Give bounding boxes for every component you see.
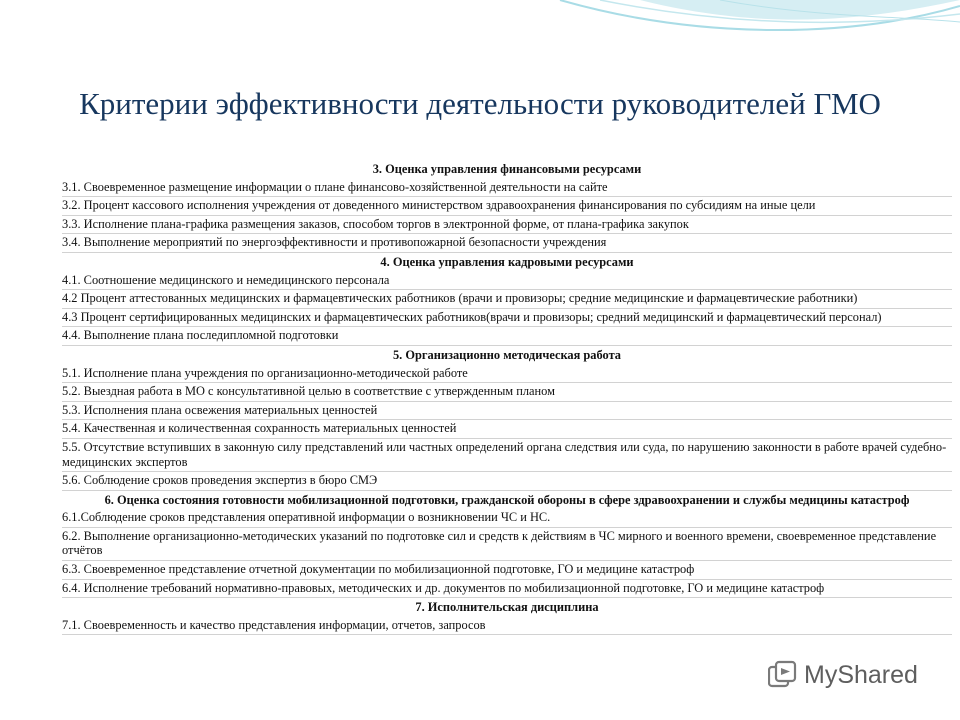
section-heading: 6. Оценка состояния готовности мобилизационной подготовки, гражданской обороны в сфере здравоохранении и службы медицины катастроф <box>104 492 910 507</box>
criterion-row: 5.3. Исполнения плана освежения материальных ценностей <box>62 402 952 421</box>
section-financial-resources <box>62 162 952 253</box>
criterion-row: 6.4. Исполнение требований нормативно-правовых, методических и др. документов по мобилизационной подготовке, ГО и медицине катастроф <box>62 580 952 599</box>
criterion-row: 7.1. Своевременность и качество представления информации, отчетов, запросов <box>62 617 952 636</box>
slide-title: Критерии эффективности деятельности руководителей ГМО <box>79 86 881 121</box>
criterion-row: 6.3. Своевременное представление отчетной документации по мобилизационной подготовке, ГО и медицине катастроф <box>62 561 952 580</box>
criterion-row: 4.4. Выполнение плана последипломной подготовки <box>62 327 952 346</box>
watermark-text: MyShared <box>804 660 918 689</box>
section-heading: 7. Исполнительская дисциплина <box>415 600 599 615</box>
criterion-row: 3.4. Выполнение мероприятий по энергоэффективности и противопожарной безопасности учреждения <box>62 234 952 253</box>
criterion-row: 3.2. Процент кассового исполнения учреждения от доведенного министерством здравоохранения финансирования по субсидиям на иные цели <box>62 197 952 216</box>
criterion-row: 4.1. Соотношение медицинского и немедицинского персонала <box>62 272 952 291</box>
criterion-row: 5.6. Соблюдение сроков проведения экспертиз в бюро СМЭ <box>62 472 952 491</box>
myshared-watermark <box>768 657 918 693</box>
criteria-list <box>62 160 952 635</box>
criterion-row: 5.1. Исполнение плана учреждения по организационно-методической работе <box>62 365 952 384</box>
section-heading: 5. Организационно методическая работа <box>392 347 622 362</box>
criterion-row: 5.2. Выездная работа в МО с консультативной целью в соответствие с утвержденным планом <box>62 383 952 402</box>
section-methodical-work <box>62 348 952 491</box>
criterion-row: 5.5. Отсутствие вступивших в законную силу представлений или частных определений органа следствия или суда, по нарушению законности в работе врачей судебно-медицинских экспертов <box>62 439 952 472</box>
section-personnel-resources <box>62 255 952 346</box>
criterion-row: 4.3 Процент сертифицированных медицинских и фармацевтических работников(врачи и провизоры; средний медицинский и фармацевтический персонал) <box>62 309 952 328</box>
section-mobilization-readiness <box>62 493 952 599</box>
criterion-row: 4.2 Процент аттестованных медицинских и фармацевтических работников (врачи и провизоры; средние медицинские и фармацевтические работники) <box>62 290 952 309</box>
decorative-wave-top-right <box>0 0 960 90</box>
section-heading: 4. Оценка управления кадровыми ресурсами <box>380 254 634 269</box>
criterion-row: 6.1.Соблюдение сроков представления оперативной информации о возникновении ЧС и НС. <box>62 509 952 528</box>
myshared-logo-icon <box>768 660 798 690</box>
criterion-row: 6.2. Выполнение организационно-методических указаний по подготовке сил и средств к действиям в ЧС мирного и военного времени, своевременное представление отчётов <box>62 528 952 561</box>
section-heading: 3. Оценка управления финансовыми ресурсами <box>372 162 642 176</box>
criterion-row: 5.4. Качественная и количественная сохранность материальных ценностей <box>62 420 952 439</box>
criterion-row: 3.1. Своевременное размещение информации о плане финансово-хозяйственной деятельности на сайте <box>62 179 952 198</box>
section-executive-discipline <box>62 600 952 635</box>
criterion-row: 3.3. Исполнение плана-графика размещения заказов, способом торгов в электронной форме, от плана-графика закупок <box>62 216 952 235</box>
